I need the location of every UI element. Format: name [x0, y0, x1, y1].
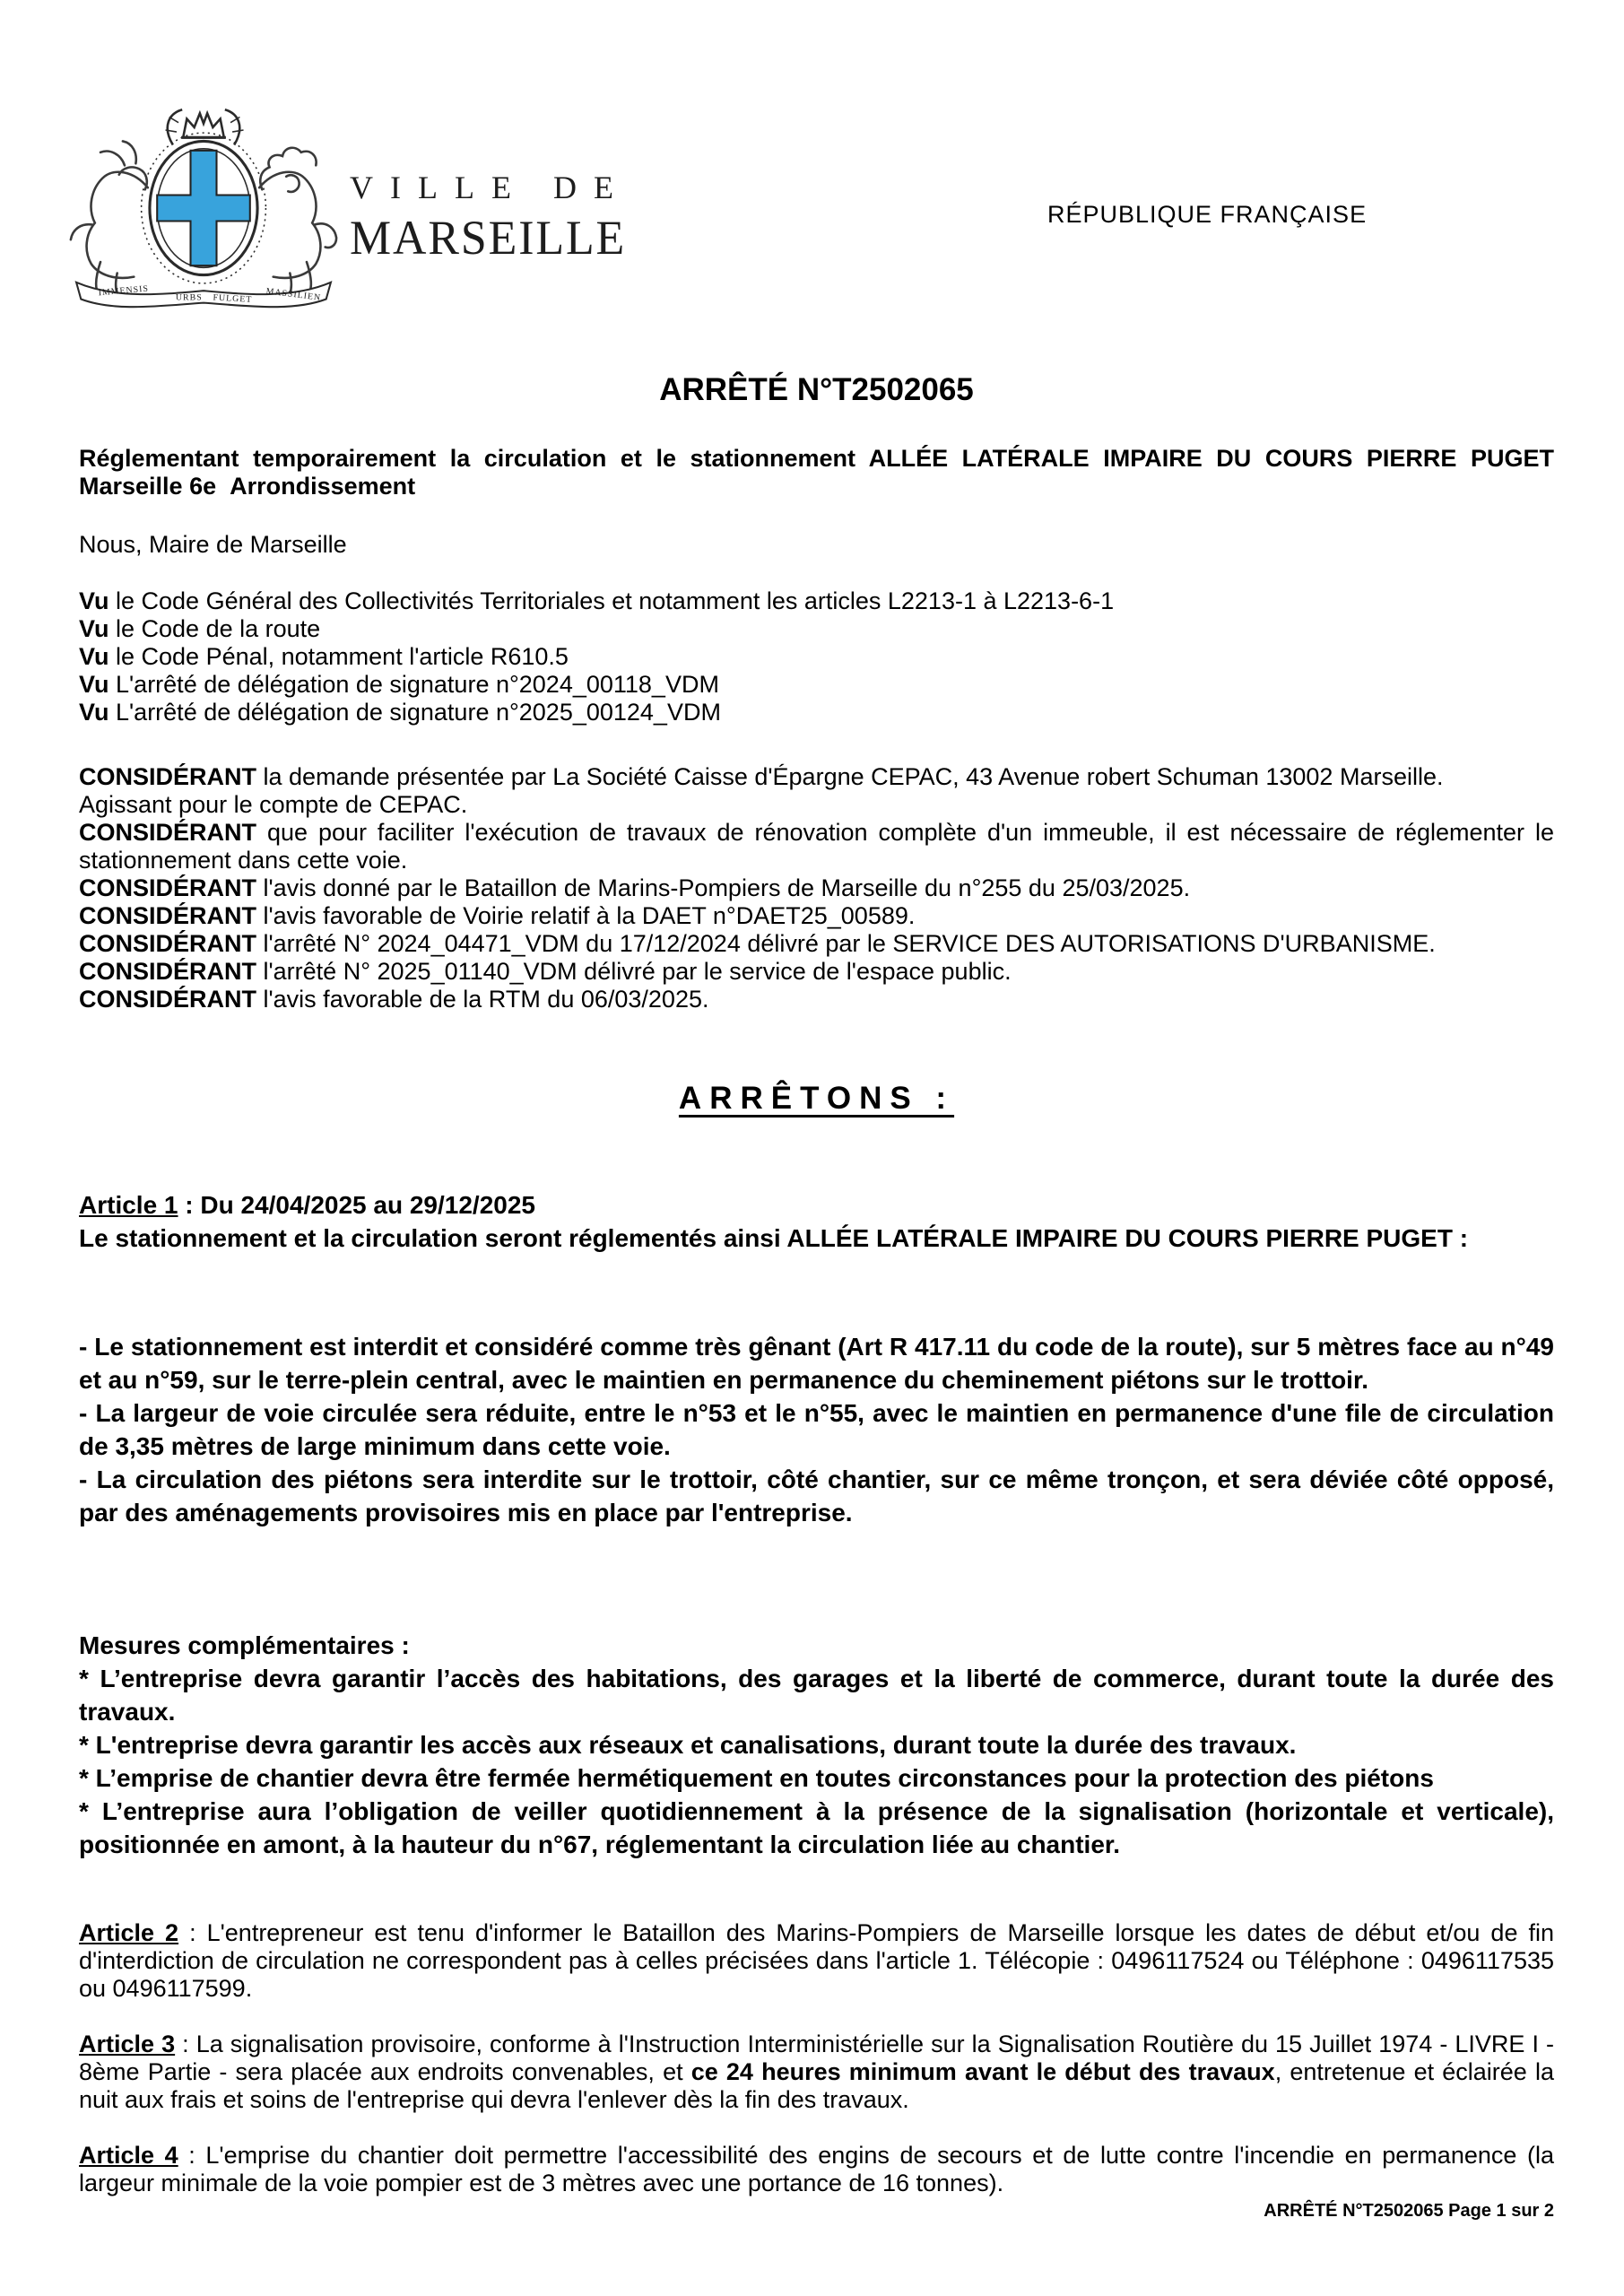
article-3-text: Article 3 : La signalisation provisoire, conforme à l'Instruction Interministérielle sur la Signalisation Routière du 15 Juillet 1974 - LIVRE I - 8ème Partie - sera placée aux endroits convenables, et ce 24 heures minimum avant le début des travaux, entretenue et éclairée la nuit aux frais et soins de l'entreprise qui devra l'enlever dès la fin des travaux.: [79, 2031, 1554, 2113]
vu-item: Vu le Code Pénal, notamment l'article R610.5: [79, 643, 569, 670]
article-1-body: Le stationnement et la circulation seront réglementés ainsi ALLÉE LATÉRALE IMPAIRE DU COURS PIERRE PUGET :: [79, 1224, 1469, 1252]
article-bullet: - La circulation des piétons sera interdite sur le trottoir, côté chantier, sur ce même tronçon, et sera déviée côté opposé, par des aménagements provisoires mis en place par l'entreprise.: [79, 1465, 1554, 1526]
wordmark-ville-de: VILLE DE: [350, 170, 630, 205]
city-wordmark: [350, 169, 638, 265]
considerant-section: [79, 763, 1554, 1013]
mesure-item: * L’entreprise aura l’obligation de veiller quotidiennement à la présence de la signalisation (horizontale et verticale), positionnée en amont, à la hauteur du n°67, réglementant la circulation liée au chantier.: [79, 1797, 1554, 1858]
republic-label: RÉPUBLIQUE FRANÇAISE: [1047, 201, 1368, 228]
vu-item: Vu le Code de la route: [79, 615, 321, 642]
motto-ribbon: [76, 283, 331, 307]
considerant-item: CONSIDÉRANT la demande présentée par La Société Caisse d'Épargne CEPAC, 43 Avenue robert Schuman 13002 Marseille.: [79, 763, 1444, 790]
document-subtitle: [79, 445, 1554, 500]
considerant-item: CONSIDÉRANT l'avis donné par le Bataillon de Marins-Pompiers de Marseille du n°255 du 25/03/2025.: [79, 874, 1191, 901]
coat-of-arms-icon: [59, 104, 348, 312]
vu-item: Vu L'arrêté de délégation de signature n°2024_00118_VDM: [79, 671, 719, 698]
lion-supporter-icon: [259, 148, 336, 294]
vu-item: Vu L'arrêté de délégation de signature n°2025_00124_VDM: [79, 699, 721, 726]
mesure-item: * L’entreprise devra garantir l’accès des habitations, des garages et la liberté de commerce, durant toute la durée des travaux.: [79, 1665, 1554, 1726]
article-2: [79, 1919, 1554, 2003]
subtitle-line: Réglementant temporairement la circulation et le stationnement ALLÉE LATÉRALE IMPAIRE DU COURS PIERRE PUGET: [79, 445, 1554, 472]
motto-word: URBS: [175, 292, 203, 303]
bull-supporter-icon: [71, 141, 148, 293]
right-branch-icon: [225, 109, 239, 144]
mesure-item: * L’emprise de chantier devra être fermée hermétiquement en toutes circonstances pour la protection des piétons: [79, 1764, 1434, 1792]
motto-word: MASSILIEN: [265, 286, 322, 303]
article-1-bullets: [79, 1330, 1554, 1529]
article-bullet: - La largeur de voie circulée sera réduite, entre le n°53 et le n°55, avec le maintien en permanence d'une file de circulation de 3,35 mètres de large minimum dans cette voie.: [79, 1399, 1554, 1460]
motto-word: FULGET: [213, 292, 253, 305]
considerant-item: CONSIDÉRANT que pour faciliter l'exécution de travaux de rénovation complète d'un immeuble, il est nécessaire de réglementer le stationnement dans cette voie.: [79, 819, 1554, 874]
mesure-item: * L'entreprise devra garantir les accès aux réseaux et canalisations, durant toute la durée des travaux.: [79, 1731, 1297, 1759]
marseille-coat-of-arms-logo: [59, 104, 348, 317]
considerant-item: CONSIDÉRANT l'arrêté N° 2024_04471_VDM du 17/12/2024 délivré par le SERVICE DES AUTORISATIONS D'URBANISME.: [79, 930, 1436, 957]
considerant-item: CONSIDÉRANT l'avis favorable de la RTM du 06/03/2025.: [79, 986, 709, 1013]
motto-word: IMMENSIS: [98, 283, 150, 299]
vu-section: [79, 587, 1554, 726]
mesures-heading: Mesures complémentaires :: [79, 1631, 410, 1659]
considerant-item: CONSIDÉRANT l'avis favorable de Voirie relatif à la DAET n°DAET25_00589.: [79, 902, 916, 929]
subtitle-line: Marseille 6e Arrondissement: [79, 473, 416, 500]
article-2-text: Article 2 : L'entrepreneur est tenu d'informer le Bataillon des Marins-Pompiers de Marseille lorsque les dates de début et/ou de fin d'interdiction de circulation ne correspondent pas à celles précisées dans l'article 1. Télécopie : 0496117524 ou Téléphone : 0496117535 ou 0496117599.: [79, 1919, 1554, 2002]
article-4: [79, 2142, 1554, 2197]
arretons-heading: ARRÊTONS :: [678, 1081, 955, 1116]
vu-item: Vu le Code Général des Collectivités Territoriales et notamment les articles L2213-1 à L2213-6-1: [79, 587, 1115, 614]
article-1-heading: [79, 1188, 1554, 1255]
wordmark-marseille: MARSEILLE: [350, 211, 627, 265]
shield-cross-icon: [150, 141, 257, 274]
article-3: [79, 2031, 1554, 2114]
left-branch-icon: [168, 109, 182, 144]
article-4-text: Article 4 : L'emprise du chantier doit permettre l'accessibilité des engins de secours et de lutte contre l'incendie en permanence (la largeur minimale de la voie pompier est de 3 mètres avec une portance de 16 tonnes).: [79, 2142, 1554, 2196]
page-footer: ARRÊTÉ N°T2502065 Page 1 sur 2: [1264, 2201, 1554, 2221]
considerant-item: CONSIDÉRANT l'arrêté N° 2025_01140_VDM délivré par le service de l'espace public.: [79, 958, 1012, 985]
article-1-title-line: Article 1 : Du 24/04/2025 au 29/12/2025: [79, 1191, 535, 1219]
considerant-item: Agissant pour le compte de CEPAC.: [79, 791, 468, 818]
document-title: ARRÊTÉ N°T2502065: [659, 372, 974, 407]
article-bullet: - Le stationnement est interdit et considéré comme très gênant (Art R 417.11 du code de la route), sur 5 mètres face au n°49 et au n°59, sur le terre-plein central, avec le maintien en permanence du cheminement piétons sur le trottoir.: [79, 1333, 1554, 1394]
crown-icon: [183, 113, 224, 137]
mesures-list: [79, 1662, 1554, 1861]
salutation: Nous, Maire de Marseille: [79, 531, 347, 558]
